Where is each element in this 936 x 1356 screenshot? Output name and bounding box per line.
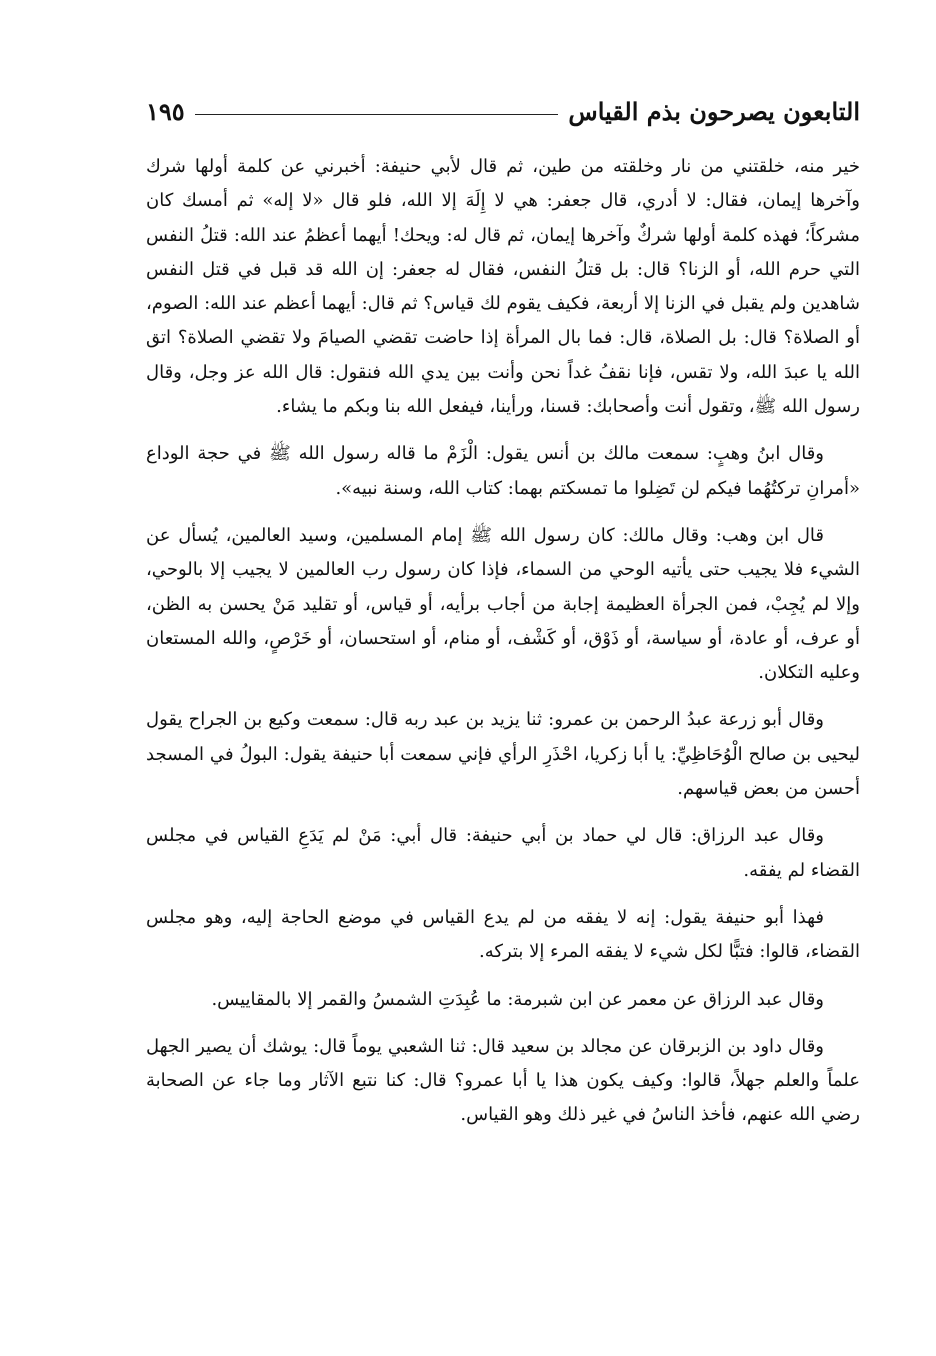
- running-header-title: التابعون يصرحون بذم القياس: [568, 96, 860, 126]
- paragraph-8: وقال داود بن الزبرقان عن مجالد بن سعيد قال: ثنا الشعبي يوماً قال: يوشك أن يصير الجهل علماً والعلم جهلاً، قالوا: وكيف يكون هذا يا أبا عمرو؟ قال: كنا نتبع الآثار وما جاء عن الصحابة رضي الله عنهم، فأخذ الناسُ في غير ذلك وهو القياس.: [146, 1035, 860, 1126]
- body-text: [146, 150, 860, 1133]
- paragraph-2: وقال ابنُ وهبٍ: سمعت مالك بن أنس يقول: الْزَمْ ما قاله رسول الله ﷺ في حجة الوداع «أمرانِ تركتُهُما فيكم لن تَضِلوا ما تمسكتم بهما: كتاب الله، وسنة نبيه».: [146, 443, 860, 499]
- page-number: ١٩٥: [146, 96, 185, 126]
- paragraph-3: قال ابن وهب: وقال مالك: كان رسول الله ﷺ إمام المسلمين، وسيد العالمين، يُسأل عن الشيء فلا يجيب حتى يأتيه الوحي من السماء، فإذا كان رسول رب العالمين لا يجيب إلا بالوحي، وإلا لم يُجِبْ، فمن الجرأة العظيمة إجابة من أجاب برأيه، أو قياس، أو تقليد مَنْ يحسن به الظن، أو عرف، أو عادة، أو سياسة، أو ذَوْق، أو كَشْف، أو منام، أو استحسان، أو خَرْصٍ، والله المستعان وعليه التكلان.: [146, 524, 860, 684]
- running-header: [146, 94, 860, 128]
- header-rule: [195, 114, 559, 115]
- paragraph-6: فهذا أبو حنيفة يقول: إنه لا يفقه من لم يدع القياس في موضع الحاجة إليه، وهو مجلس القضاء، قالوا: فتبًّا لكل شيء لا يفقه المرء إلا بتركه.: [146, 906, 860, 963]
- paragraph-1: خير منه، خلقتني من نار وخلقته من طين، ثم قال لأبي حنيفة: أخبرني عن كلمة أولها شرك وآخرها إيمان، فقال: لا أدري، قال جعفر: هي لا إِلَهَ إلا الله، فلو قال «لا إله» ثم أمسك كان مشركاً؛ فهذه كلمة أولها شركٌ وآخرها إيمان، ثم قال له: ويحك! أيهما أعظمُ عند الله: قتلُ النفس التي حرم الله، أو الزنا؟ قال: بل قتلُ النفس، فقال له جعفر: إن الله قد قبل في قتل النفس شاهدين ولم يقبل في الزنا إلا أربعة، فكيف يقوم لك قياس؟ ثم قال: أيهما أعظم عند الله: الصوم، أو الصلاة؟ قال: بل الصلاة، قال: فما بال المرأة إذا حاضت تقضي الصيامَ ولا تقضي الصلاة؟ اتق الله يا عبدَ الله، ولا تقس، فإنا نقفُ غداً نحن وأنت بين يدي الله فنقول: قال الله عز وجل، وقال رسول الله ﷺ، وتقول أنت وأصحابك: قسنا، ورأينا، فيفعل الله بنا وبكم ما يشاء.: [146, 156, 860, 418]
- paragraph-7: وقال عبد الرزاق عن معمر عن ابن شبرمة: ما عُبِدَتِ الشمسُ والقمر إلا بالمقاييس.: [211, 988, 824, 1010]
- paragraph-4: وقال أبو زرعة عبدُ الرحمن بن عمرو: ثنا يزيد بن عبد ربه قال: سمعت وكيع بن الجراح يقول ليحيى بن صالح الْوُحَاظِيِّ: يا أبا زكريا، احْذَرِ الرأي فإني سمعت أبا حنيفة يقول: البولُ في المسجد أحسن من بعض قياسهم.: [146, 709, 860, 800]
- paragraph-5: وقال عبد الرزاق: قال لي حماد بن أبي حنيفة: قال أبي: مَنْ لم يَدَعِ القياس في مجلس القضاء لم يفقه.: [146, 825, 860, 881]
